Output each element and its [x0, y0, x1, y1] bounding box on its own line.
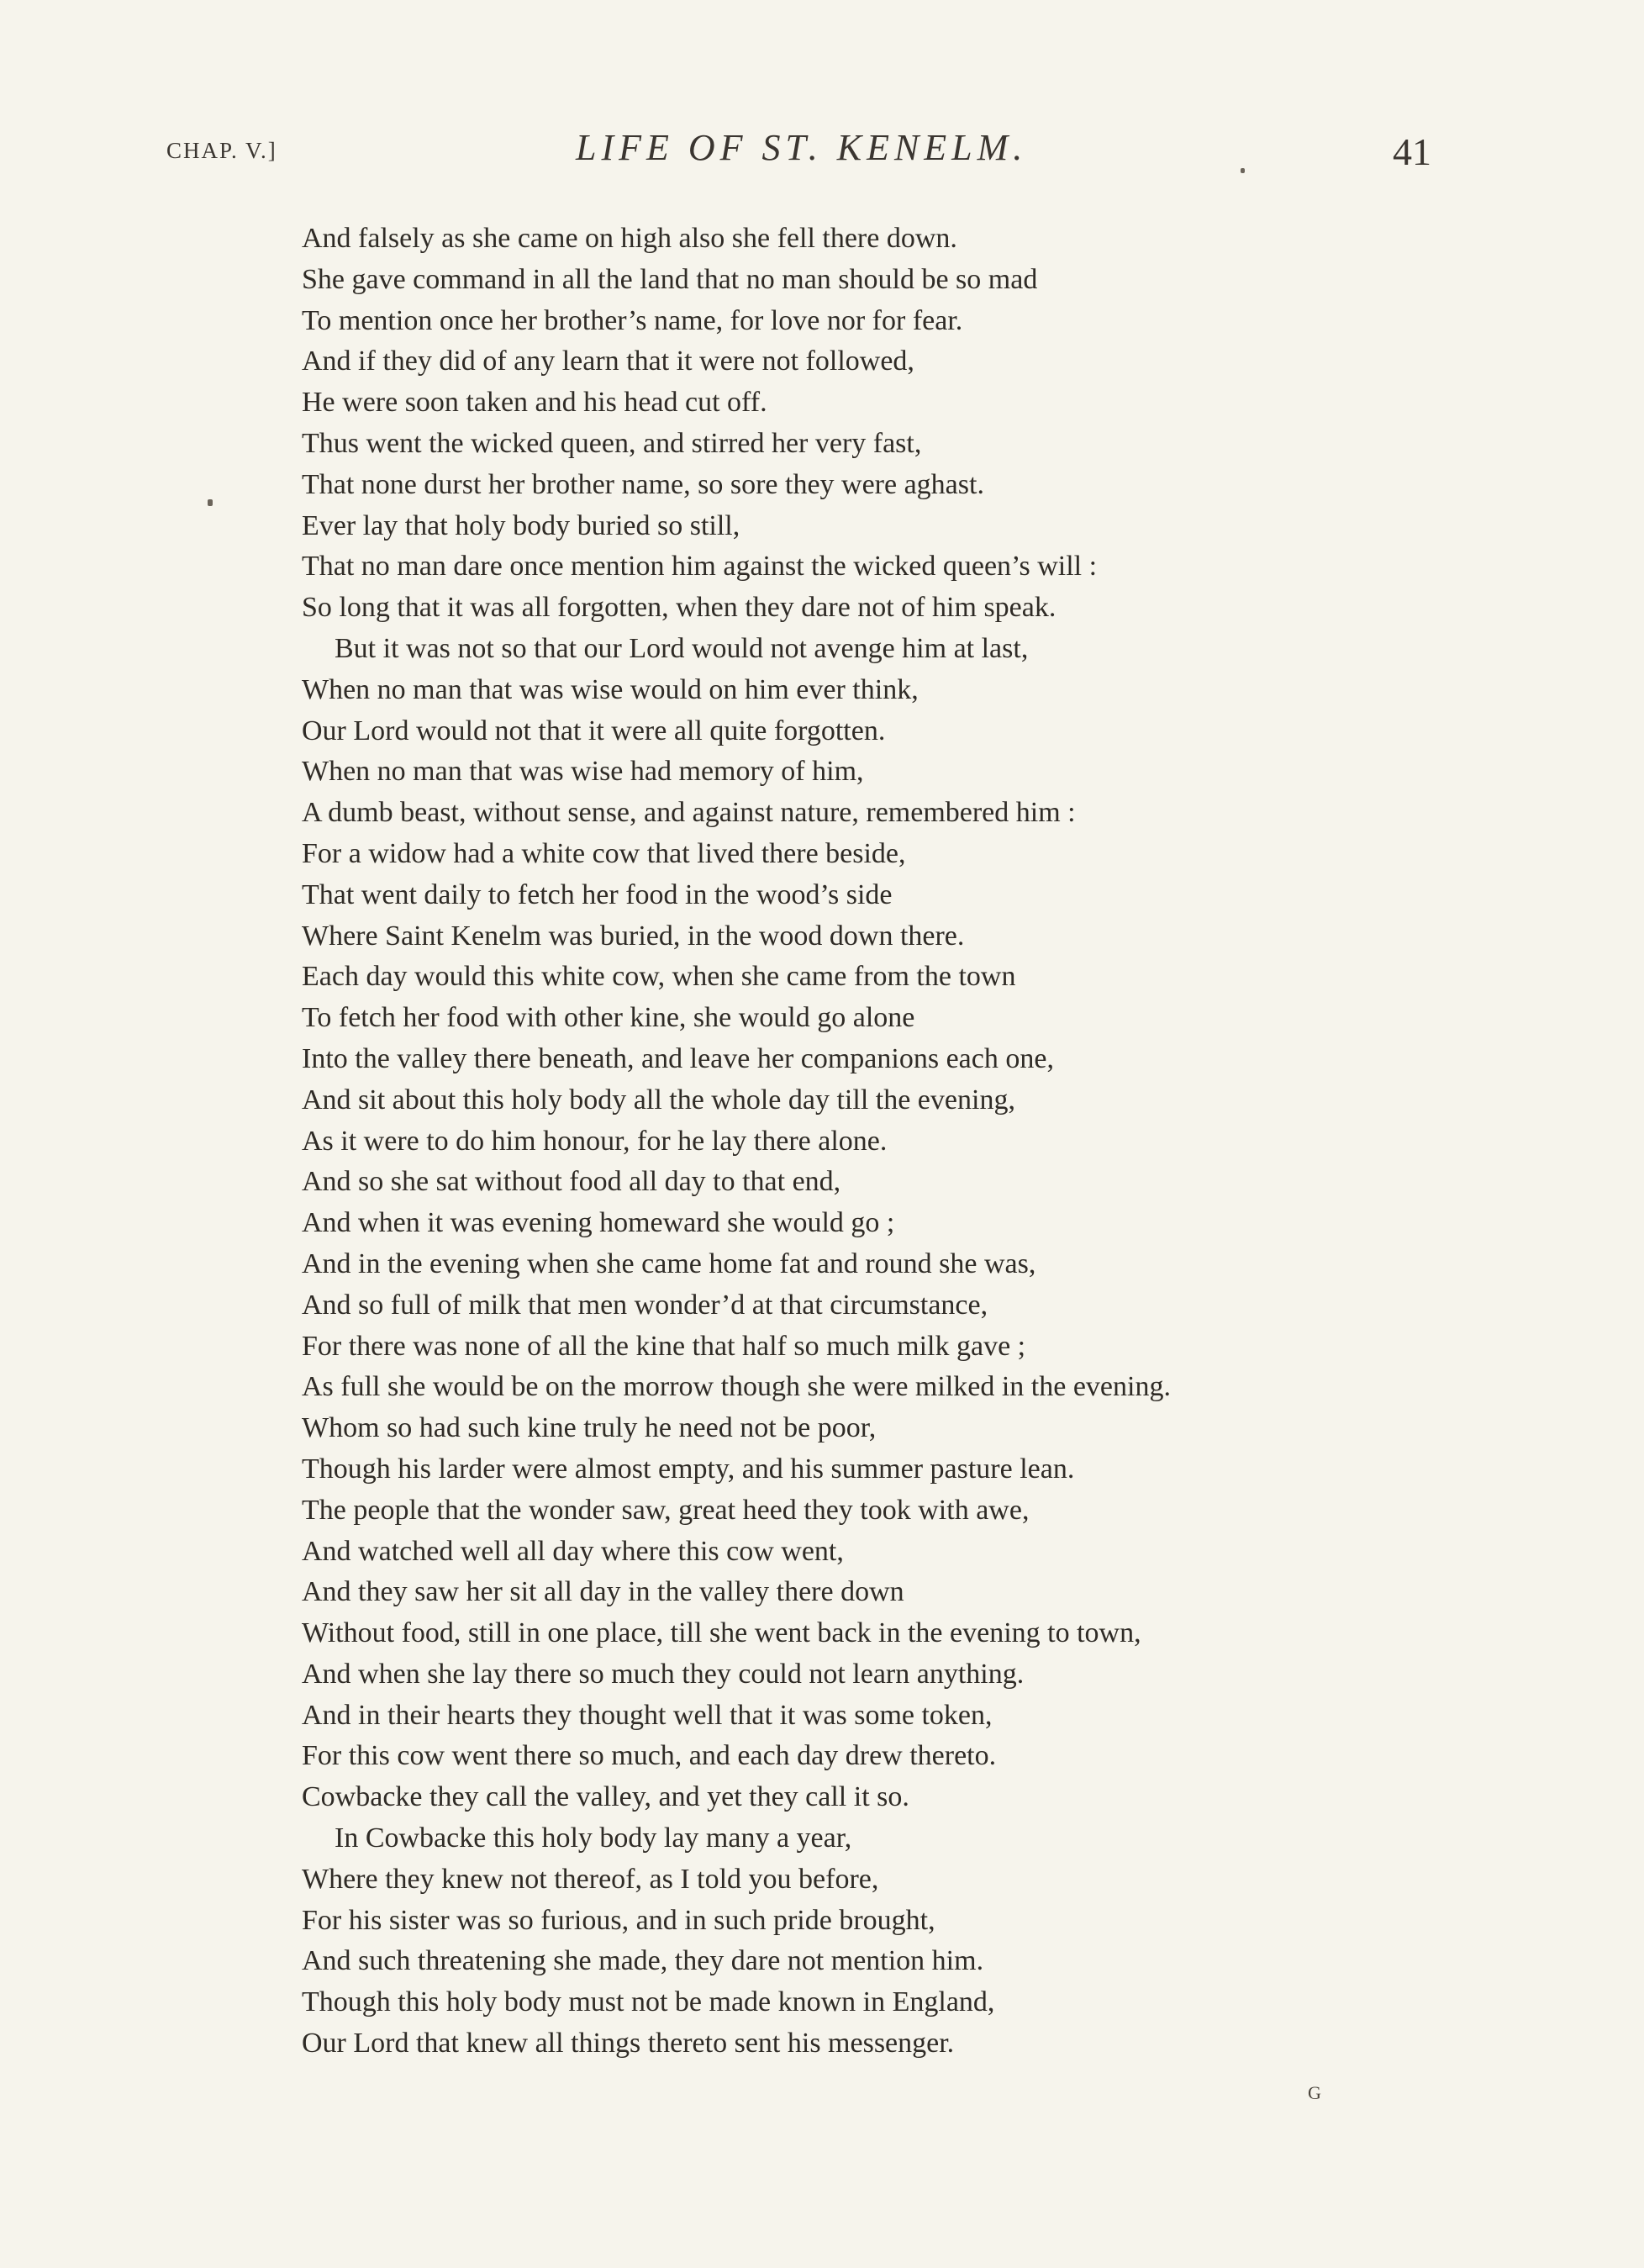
printer-signature-mark: G	[1308, 2082, 1321, 2103]
verse-line: But it was not so that our Lord would not avenge him at last,	[335, 632, 1029, 664]
print-speck-mark	[208, 499, 213, 506]
verse-body	[0, 219, 1644, 2065]
verse-line: The people that the wonder saw, great heed they took with awe,	[302, 1494, 1030, 1526]
chapter-reference: CHAP. V.]	[166, 138, 277, 163]
verse-line: Whom so had such kine truly he need not be poor,	[302, 1412, 877, 1444]
verse-line: And when she lay there so much they could not learn anything.	[302, 1658, 1025, 1690]
verse-line: And if they did of any learn that it were not followed,	[302, 345, 914, 377]
verse-line: And watched well all day where this cow went,	[302, 1535, 844, 1567]
verse-line: And in their hearts they thought well that it was some token,	[302, 1699, 993, 1731]
verse-line: Each day would this white cow, when she came from the town	[302, 961, 1016, 993]
verse-line: For this cow went there so much, and each day drew thereto.	[302, 1740, 997, 1772]
page-number: 41	[1393, 130, 1431, 173]
verse-line: And in the evening when she came home fat and round she was,	[302, 1247, 1036, 1279]
verse-line: Where Saint Kenelm was buried, in the wood down there.	[302, 920, 965, 952]
verse-line: Without food, still in one place, till she went back in the evening to town,	[302, 1617, 1141, 1649]
verse-line: In Cowbacke this holy body lay many a year,	[335, 1822, 852, 1854]
verse-line: And so she sat without food all day to that end,	[302, 1166, 841, 1198]
verse-line: When no man that was wise would on him ever think,	[302, 673, 919, 705]
verse-line: That none durst her brother name, so sore they were aghast.	[302, 468, 984, 500]
verse-line: And such threatening she made, they dare not mention him.	[302, 1945, 984, 1977]
verse-line: As full she would be on the morrow though she were milked in the evening.	[302, 1371, 1171, 1403]
verse-line: Our Lord would not that it were all quite forgotten.	[302, 715, 886, 746]
verse-line: To fetch her food with other kine, she would go alone	[302, 1002, 915, 1034]
verse-line: She gave command in all the land that no man should be so mad	[302, 263, 1038, 295]
verse-line: Into the valley there beneath, and leave her companions each one,	[302, 1042, 1054, 1074]
verse-line: For his sister was so furious, and in such pride brought,	[302, 1904, 935, 1936]
verse-line: To mention once her brother’s name, for love nor for fear.	[302, 304, 963, 336]
verse-line: And they saw her sit all day in the valley there down	[302, 1576, 904, 1608]
running-title: LIFE OF ST. KENELM.	[576, 127, 1028, 168]
verse-line: He were soon taken and his head cut off.	[302, 387, 767, 419]
verse-line: That no man dare once mention him against the wicked queen’s will :	[302, 551, 1098, 583]
verse-line: Cowbacke they call the valley, and yet they call it so.	[302, 1781, 909, 1813]
verse-line: And when it was evening homeward she would go ;	[302, 1207, 895, 1239]
verse-line: Though this holy body must not be made known in England,	[302, 1986, 995, 2018]
verse-line: That went daily to fetch her food in the wood’s side	[302, 878, 893, 910]
print-speck-mark	[1241, 168, 1245, 173]
running-head	[0, 126, 1644, 185]
verse-line: A dumb beast, without sense, and against nature, remembered him :	[302, 797, 1076, 829]
verse-line: So long that it was all forgotten, when they dare not of him speak.	[302, 592, 1056, 624]
verse-line: Ever lay that holy body buried so still,	[302, 509, 740, 541]
verse-line: As it were to do him honour, for he lay there alone.	[302, 1125, 888, 1157]
verse-line: Where they knew not thereof, as I told you before,	[302, 1863, 879, 1895]
verse-line: Thus went the wicked queen, and stirred her very fast,	[302, 427, 922, 459]
verse-line: For there was none of all the kine that half so much milk gave ;	[302, 1330, 1026, 1362]
verse-line: Though his larder were almost empty, and his summer pasture lean.	[302, 1453, 1075, 1485]
verse-line: Our Lord that knew all things thereto sent his messenger.	[302, 2028, 955, 2060]
verse-line: And falsely as she came on high also she fell there down.	[302, 223, 957, 254]
verse-line: And sit about this holy body all the whole day till the evening,	[302, 1084, 1015, 1116]
verse-line: And so full of milk that men wonder’d at that circumstance,	[302, 1289, 988, 1321]
verse-line: For a widow had a white cow that lived there beside,	[302, 837, 906, 869]
verse-line: When no man that was wise had memory of him,	[302, 756, 864, 788]
